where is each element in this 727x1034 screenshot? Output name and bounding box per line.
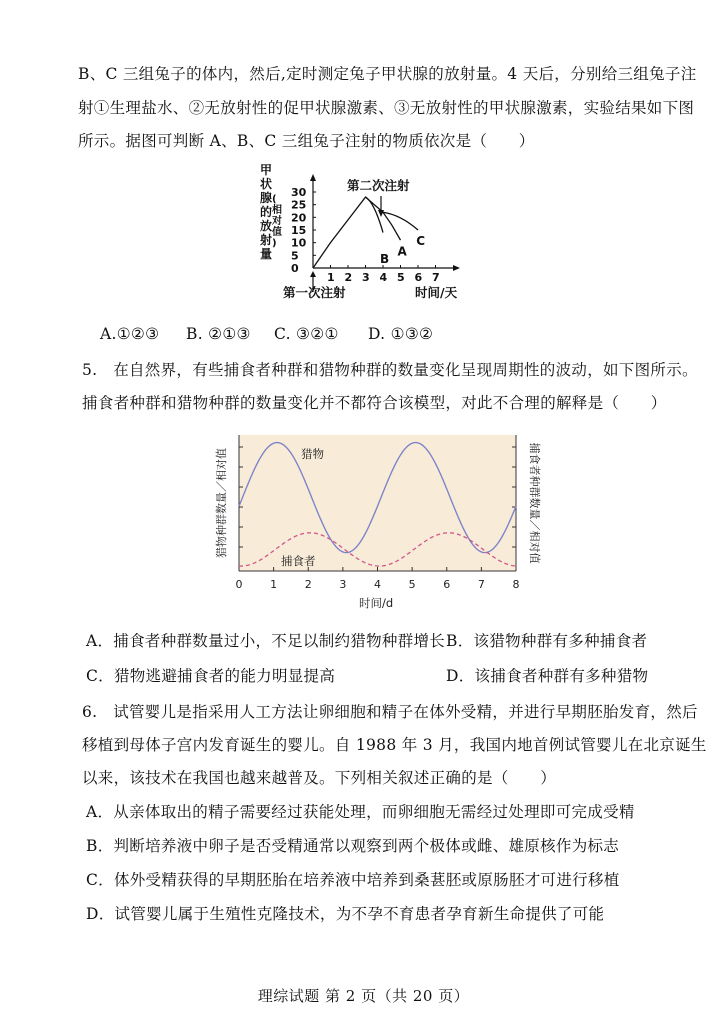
y-tick-label: 0 (291, 262, 299, 275)
first-injection-arrowhead (310, 271, 316, 277)
q6-line-1: 6. 试管婴儿是指采用人工方法让卵细胞和精子在体外受精，并进行早期胚胎发育，然后 (82, 703, 698, 721)
x-axis-arrow (453, 265, 460, 271)
x-tick-label: 1 (327, 271, 335, 284)
y-tick-label: 15 (291, 224, 307, 237)
y-axis-unit (271, 194, 282, 249)
x-tick-label: 2 (304, 578, 312, 591)
curve-C (383, 212, 418, 230)
prey-label: 猎物 (301, 447, 324, 461)
q6-option-d[interactable]: D．试管婴儿属于生殖性克隆技术，为不孕不育患者孕育新生命提供了可能 (86, 905, 605, 923)
y-axis-arrow (310, 174, 316, 181)
q5-option-b[interactable]: B．该猎物种群有多种捕食者 (446, 632, 648, 650)
q5-line-1: 5. 在自然界，有些捕食者种群和猎物种群的数量变化呈现周期性的波动，如下图所示。 (82, 361, 698, 379)
y-label-char: 的 (260, 205, 273, 219)
y-axis-label (260, 163, 272, 261)
q6-line-3: 以来，该技术在我国也越来越普及。下列相关叙述正确的是（ ） (82, 769, 557, 787)
x-tick-label: 3 (339, 578, 347, 591)
q5-option-c[interactable]: C．猎物逃避捕食者的能力明显提高 (86, 667, 336, 685)
y-label-char: 状 (260, 177, 273, 191)
q4-option-c[interactable]: C. ③②① (274, 325, 339, 343)
x-tick-label: 2 (344, 271, 353, 284)
q6-line-2: 移植到母体子宫内发育诞生的婴儿。自 1988 年 3 月，我国内地首例试管婴儿在北京诞生 (82, 736, 707, 754)
right-y-axis-label: 捕食者种群数量／相对值 (528, 442, 541, 564)
predator-prey-chart (205, 425, 555, 620)
x-tick-label: 4 (379, 271, 388, 284)
x-tick-labels (236, 578, 520, 591)
y-unit-char: ) (272, 238, 277, 249)
q4-option-a[interactable]: A.①②③ (100, 325, 160, 343)
y-tick-label: 30 (291, 186, 307, 199)
y-label-char: 甲 (260, 163, 273, 177)
y-tick-label: 25 (291, 198, 307, 212)
y-unit-char: ( (272, 194, 277, 205)
q5-line-2: 捕食者种群和猎物种群的数量变化并不都符合该模型，对此不合理的解释是（ ） (82, 394, 667, 412)
second-injection-label: 第二次注射 (347, 178, 410, 193)
x-tick-label: 8 (512, 578, 520, 591)
q4-option-b[interactable]: B. ②①③ (186, 325, 251, 343)
x-tick-label: 0 (235, 578, 243, 591)
q4-line-1: B、C 三组兔子的体内，然后,定时测定兔子甲状腺的放射量。4 天后，分别给三组兔子注 (78, 65, 697, 83)
label-C: C (416, 234, 426, 249)
y-label-char: 腺 (260, 191, 273, 205)
y-tick-labels (291, 186, 316, 275)
y-unit-char: 对 (272, 216, 282, 227)
y-label-char: 放 (260, 219, 273, 233)
y-unit-char: 值 (272, 227, 282, 238)
x-tick-label: 7 (477, 578, 485, 591)
q5-option-a[interactable]: A．捕食者种群数量过小，不足以制约猎物种群增长 (86, 632, 446, 650)
first-injection-label: 第一次注射 (283, 285, 346, 300)
y-tick-label: 10 (291, 236, 307, 250)
y-label-char: 射 (260, 233, 273, 247)
q6-option-c[interactable]: C．体外受精获得的早期胚胎在培养液中培养到桑葚胚或原肠胚才可进行移植 (86, 871, 620, 889)
label-A: A (397, 244, 407, 259)
y-unit-char: 相 (272, 205, 282, 216)
q5-option-d[interactable]: D．该捕食者种群有多种猎物 (446, 667, 649, 685)
q6-option-a[interactable]: A．从亲体取出的精子需要经过获能处理，而卵细胞无需经过处理即可完成受精 (86, 803, 635, 821)
x-tick-label: 6 (443, 578, 451, 591)
x-axis-label: 时间/d (359, 596, 394, 610)
label-B: B (380, 251, 390, 266)
y-tick-label: 20 (291, 211, 307, 225)
predator-label: 捕食者 (281, 554, 316, 568)
y-label-char: 量 (260, 247, 273, 261)
thyroid-radioactivity-chart (255, 160, 475, 310)
x-tick-label: 5 (397, 271, 405, 284)
plot-background (239, 435, 516, 571)
x-tick-label: 4 (374, 578, 381, 591)
x-tick-label: 5 (408, 578, 416, 591)
left-y-axis-label: 猎物种群数量／相对值 (215, 448, 228, 558)
x-tick-label: 3 (362, 271, 370, 284)
x-axis-label: 时间/天 (415, 285, 458, 300)
x-tick-label: 6 (414, 271, 423, 284)
q6-option-b[interactable]: B．判断培养液中卵子是否受精通常以观察到两个极体或雌、雄原核作为标志 (86, 837, 620, 855)
x-tick-label: 7 (432, 271, 440, 284)
q4-line-2: 射①生理盐水、②无放射性的促甲状腺激素、③无放射性的甲状腺激素，实验结果如下图 (78, 99, 695, 117)
y-tick-label: 5 (291, 249, 299, 263)
q4-line-3: 所示。据图可判断 A、B、C 三组兔子注射的物质依次是（ ） (78, 132, 535, 150)
q4-option-d[interactable]: D. ①③② (368, 325, 434, 343)
x-tick-label: 1 (270, 578, 278, 591)
page-footer: 理综试题 第 2 页（共 20 页） (257, 987, 470, 1005)
